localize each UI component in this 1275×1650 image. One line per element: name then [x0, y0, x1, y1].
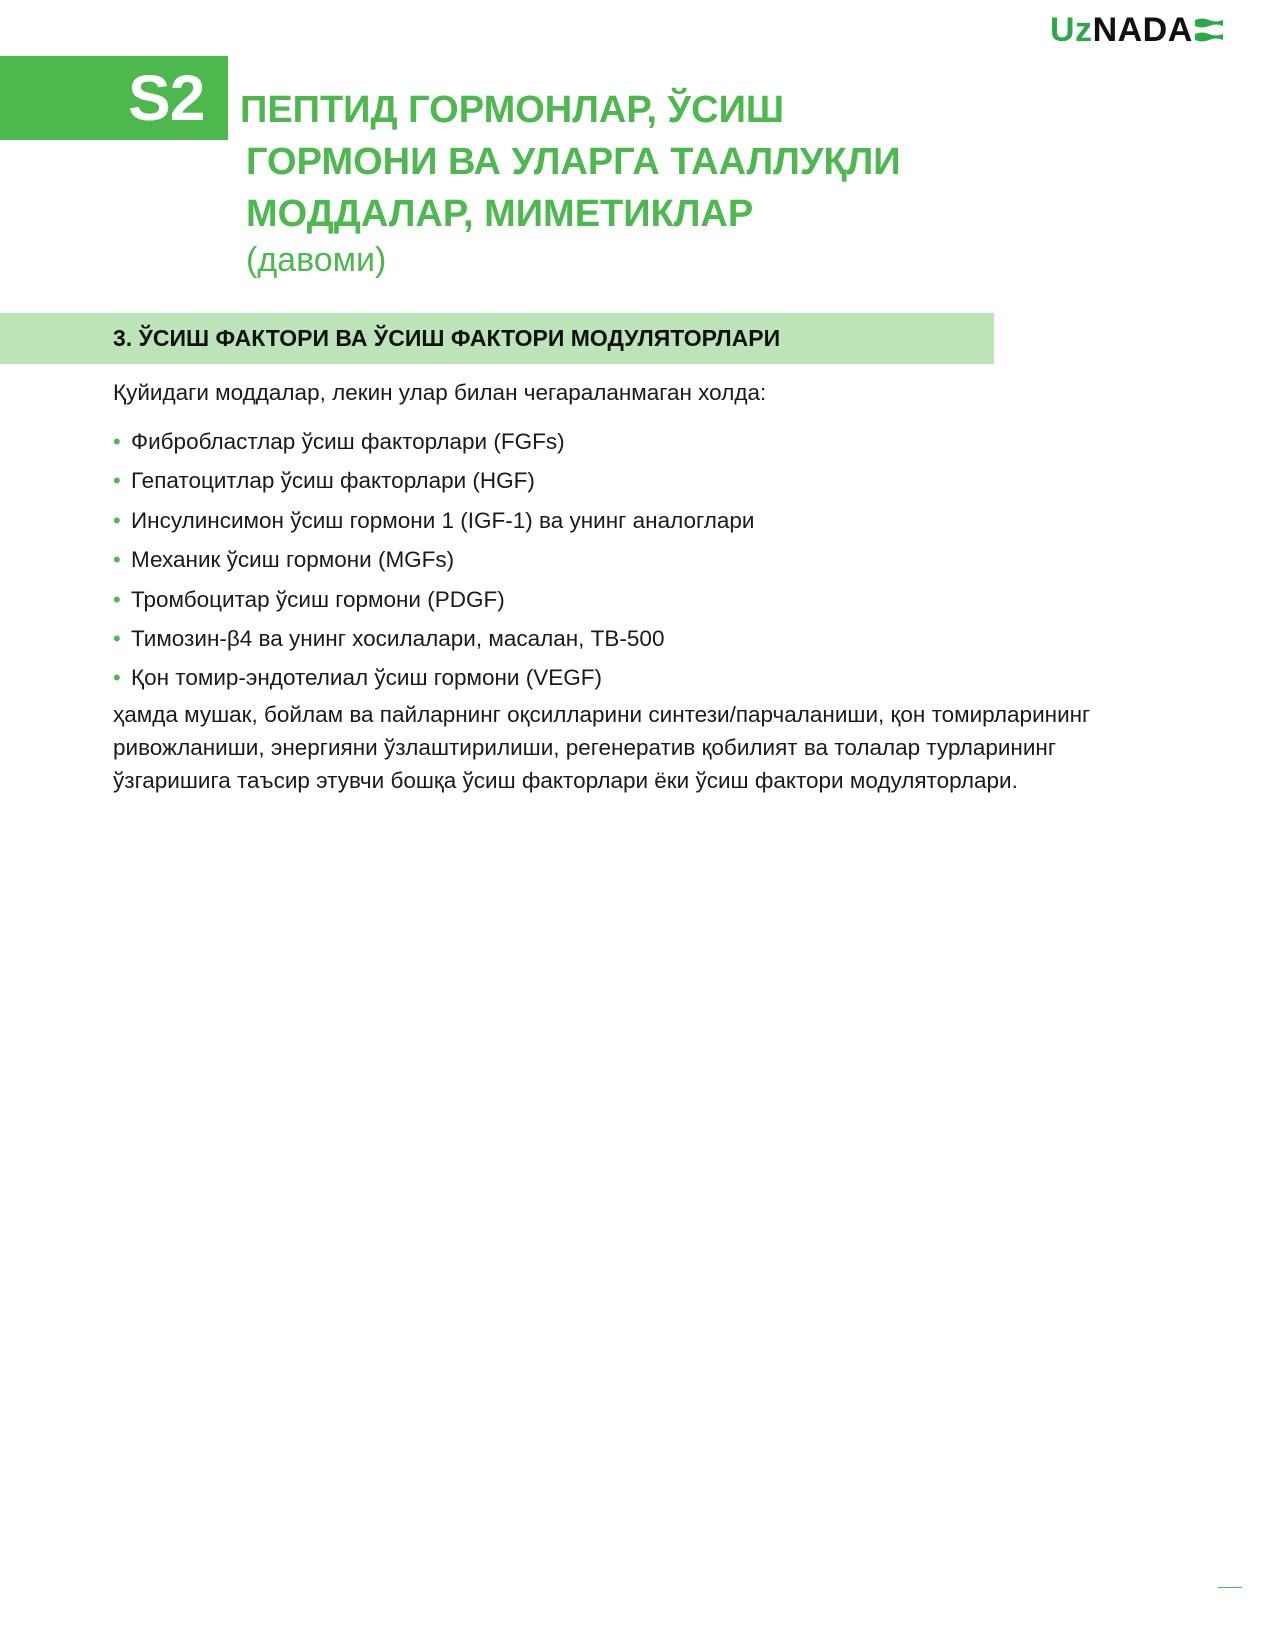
page-footer-dash [1218, 1587, 1242, 1588]
section-content [113, 376, 1113, 797]
list-item [113, 580, 1113, 619]
list-item [113, 540, 1113, 579]
list-item-text: Гепатоцитлар ўсиш факторлари (HGF) [131, 468, 535, 494]
list-item-text: Тромбоцитар ўсиш гормони (PDGF) [131, 586, 505, 612]
list-item-text: Тимозин-β4 ва унинг хосилалари, масалан, TB-500 [131, 625, 665, 651]
category-code: S2 [128, 62, 205, 134]
list-item-text: Инсулинсимон ўсиш гормони 1 (IGF-1) ва унинг аналоглари [131, 507, 755, 533]
section-intro: Қуйидаги моддалар, лекин улар билан чегараланмаган холда: [113, 380, 767, 405]
uznada-logo [1050, 10, 1223, 50]
section-title: 3. ЎСИШ ФАКТОРИ ВА ЎСИШ ФАКТОРИ МОДУЛЯТОРЛАРИ [113, 325, 781, 351]
bullet-icon: • [113, 547, 121, 573]
bullet-icon: • [113, 507, 121, 533]
list-item-text: Қон томир-эндотелиал ўсиш гормони (VEGF) [131, 665, 602, 691]
bullet-icon: • [113, 468, 121, 494]
bullet-icon: • [113, 665, 121, 691]
page-title [240, 84, 1060, 240]
list-item [113, 658, 1113, 697]
list-item [113, 461, 1113, 500]
list-item-text: Фибробластлар ўсиш факторлари (FGFs) [131, 429, 565, 454]
bullet-icon: • [113, 625, 121, 651]
title-line-2: ГОРМОНИ ВА УЛАРГА ТААЛЛУҚЛИ [246, 141, 901, 183]
list-item [113, 619, 1113, 658]
title-line-3: МОДДАЛАР, МИМЕТИКЛАР [246, 193, 754, 235]
logo-nada-text: NADA [1092, 11, 1193, 49]
bullet-icon: • [113, 429, 121, 454]
list-item [113, 422, 1113, 461]
section-closing-paragraph: ҳамда мушак, бойлам ва пайларнинг оқсилларини синтези/парчаланиши, қон томирларининг ривожланиши, энергияни ўзлаштирилиши, регенератив қобилият ва толалар турларининг ўзгаришига таъсир этувчи бошқа ўсиш факторлари ёки ўсиш фактори модуляторлари. [113, 701, 1091, 793]
title-line-1: ПЕПТИД ГОРМОНЛАР, ЎСИШ [240, 89, 785, 131]
logo-uz-text: Uz [1050, 11, 1093, 49]
list-item [113, 501, 1113, 540]
page-subtitle: (давоми) [246, 241, 387, 279]
list-item-text: Механик ўсиш гормони (MGFs) [131, 547, 455, 573]
flag-icon [1195, 17, 1223, 43]
bullet-icon: • [113, 586, 121, 612]
substance-list [113, 422, 1113, 698]
